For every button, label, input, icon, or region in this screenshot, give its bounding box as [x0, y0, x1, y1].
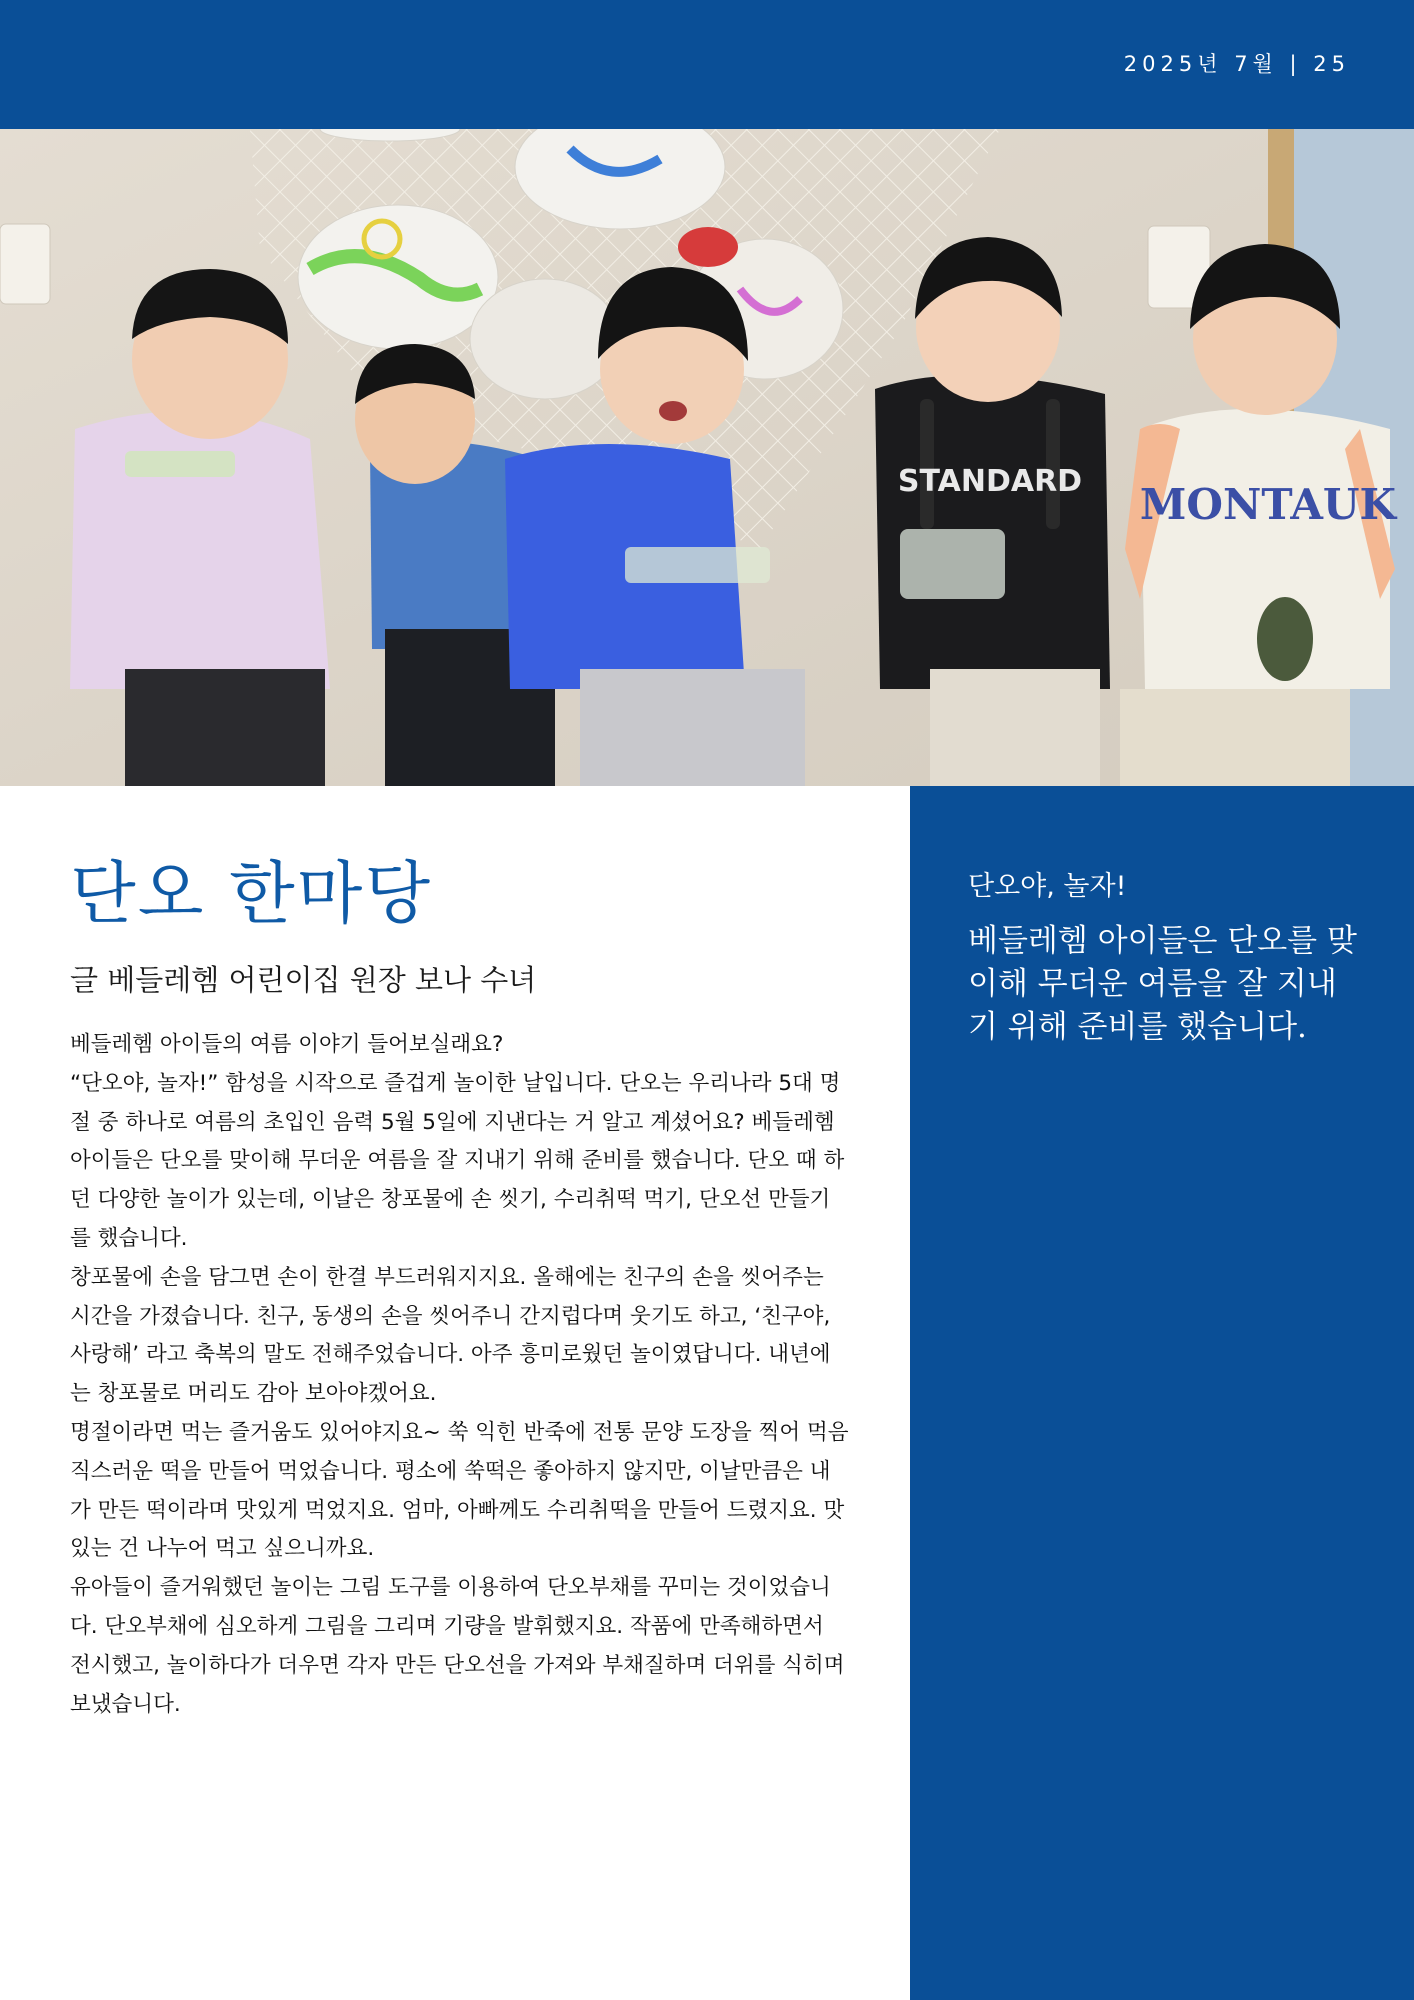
article-byline: 글 베들레헴 어린이집 원장 보나 수녀	[70, 963, 537, 997]
issue-date-page: 2025년 7월 | 25	[1123, 52, 1350, 76]
article-paragraph: “단오야, 놀자!” 함성을 시작으로 즐겁게 놀이한 날입니다. 단오는 우리나라 5대 명절 중 하나로 여름의 초입인 음력 5월 5일에 지낸다는 거 알고 계셨어요? 베들레헴 아이들은 단오를 맞이해 무더운 여름을 잘 지내기 위해 준비를 했습니다. 단오 때 하던 다양한 놀이가 있는데, 이날은 창포물에 손 씻기, 수리취떡 먹기, 단오선 만들기를 했습니다.	[70, 1070, 845, 1251]
article-paragraph: 창포물에 손을 담그면 손이 한결 부드러워지지요. 올해에는 친구의 손을 씻어주는 시간을 가졌습니다. 친구, 동생의 손을 씻어주니 간지럽다며 웃기도 하고, ‘친구야, 사랑해’ 라고 축복의 말도 전해주었습니다. 아주 흥미로웠던 놀이였답니다. 내년에는 창포물로 머리도 감아 보아야겠어요.	[70, 1264, 831, 1407]
article-paragraph: 명절이라면 먹는 즐거움도 있어야지요~ 쑥 익힌 반죽에 전통 문양 도장을 찍어 먹음직스러운 떡을 만들어 먹었습니다. 평소에 쑥떡은 좋아하지 않지만, 이날만큼은 내가 만든 떡이라며 맛있게 먹었지요. 엄마, 아빠께도 수리취떡을 만들어 드렸지요. 맛있는 건 나누어 먹고 싶으니까요.	[70, 1419, 849, 1562]
article	[70, 850, 850, 1724]
article-paragraph: 베들레헴 아이들의 여름 이야기 들어보실래요?	[70, 1032, 504, 1057]
shirt-print-montauk: MONTAUK	[1139, 480, 1397, 529]
article-body	[70, 1026, 850, 1724]
article-paragraph: 유아들이 즐거워했던 놀이는 그림 도구를 이용하여 단오부채를 꾸미는 것이었습니다. 단오부채에 심오하게 그림을 그리며 기량을 발휘했지요. 작품에 만족해하면서 전시했고, 놀이하다가 더우면 각자 만든 단오선을 가져와 부채질하며 더위를 식히며 보냈습니다.	[70, 1575, 845, 1717]
sidebar-heading: 단오야, 놀자!	[968, 871, 1127, 902]
article-title: 단오 한마당	[70, 855, 433, 934]
pull-quote-sidebar	[910, 786, 1414, 2000]
header-bar	[0, 0, 1414, 129]
light-switch-left	[0, 224, 50, 304]
shirt-print-standard: STANDARD	[897, 464, 1083, 499]
sidebar-quote: 베들레헴 아이들은 단오를 맞이해 무더운 여름을 잘 지내기 위해 준비를 했습니다.	[968, 923, 1357, 1045]
children-photo-illustration	[0, 129, 1414, 786]
article-photo	[0, 129, 1414, 786]
